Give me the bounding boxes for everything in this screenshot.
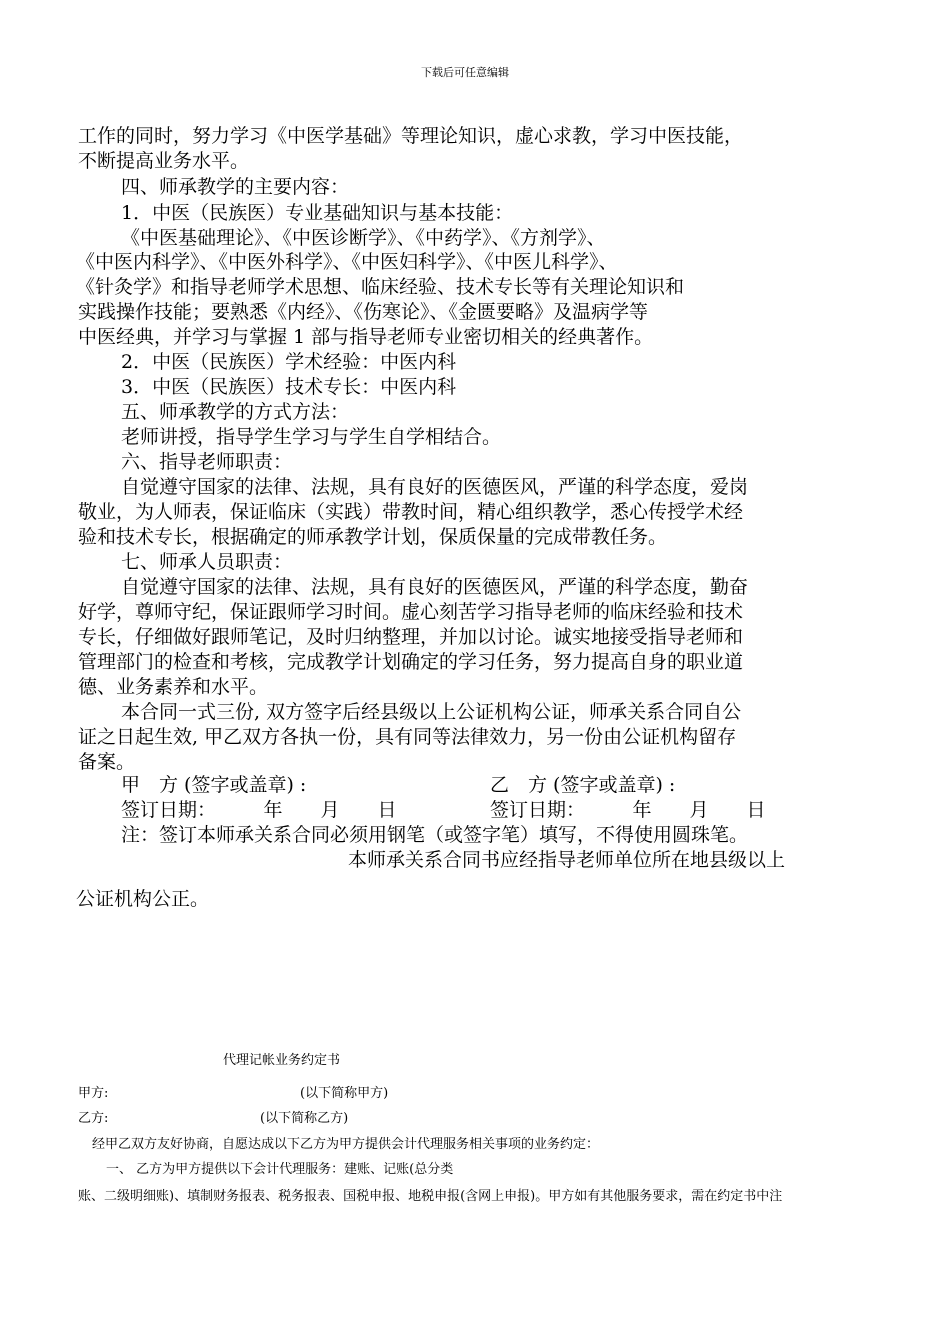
- body-line: 《针灸学》和指导老师学术思想、临床经验、技术专长等有关理论知识和: [76, 276, 685, 298]
- body-line: 验和技术专长，根据确定的师承教学计划，保质保量的完成带教任务。: [78, 526, 668, 548]
- body-line: 自觉遵守国家的法律、法规，具有良好的医德医风，严谨的科学态度，勤奋: [121, 576, 749, 598]
- body-line: 好学，尊师守纪，保证跟师学习时间。虚心刻苦学习指导老师的临床经验和技术: [78, 601, 744, 623]
- body-line: 老师讲授，指导学生学习与学生自学相结合。: [121, 426, 502, 448]
- party-a-signature: 甲 方 (签字或盖章) :: [121, 774, 307, 796]
- body-line: 管理部门的检查和考核，完成教学计划确定的学习任务，努力提高自身的职业道: [78, 651, 744, 673]
- party-b-note: (以下简称乙方): [260, 1111, 349, 1126]
- body-line: 备案。: [78, 751, 136, 773]
- body-line: 不断提高业务水平。: [78, 150, 250, 172]
- note-line: 公证机构公正。: [76, 888, 210, 910]
- section-heading: 四、师承教学的主要内容：: [121, 176, 350, 198]
- item-line: 一、 乙方为甲方提供以下会计代理服务：建账、记账(总分类: [106, 1162, 454, 1177]
- body-line: 工作的同时，努力学习《中医学基础》等理论知识，虚心求教，学习中医技能，: [78, 125, 744, 147]
- body-line: 自觉遵守国家的法律、法规，具有良好的医德医风，严谨的科学态度，爱岗: [121, 476, 749, 498]
- document-title: 代理记帐业务约定书: [223, 1053, 341, 1068]
- body-line: 《中医基础理论》、《中医诊断学》、《中药学》、《方剂学》、: [121, 227, 606, 249]
- body-line: 1．中医（民族医）专业基础知识与基本技能：: [121, 202, 514, 224]
- section-heading: 六、指导老师职责：: [121, 451, 293, 473]
- body-line: 《中医内科学》、《中医外科学》、《中医妇科学》、《中医儿科学》、: [76, 251, 618, 273]
- party-b-label: 乙方:: [78, 1111, 109, 1126]
- party-a-note: (以下简称甲方): [300, 1086, 389, 1101]
- body-line: 3．中医（民族医）技术专长：中医内科: [121, 376, 457, 398]
- body-line: 实践操作技能；要熟悉《内经》、《伤寒论》、《金匮要略》及温病学等: [78, 301, 649, 323]
- party-b-date: 签订日期： 年 月 日: [490, 799, 766, 821]
- body-line: 敬业，为人师表，保证临床（实践）带教时间，精心组织教学，悉心传授学术经: [78, 501, 744, 523]
- party-b-signature: 乙 方 (签字或盖章) :: [490, 774, 676, 796]
- page-header-note: 下载后可任意编辑: [421, 66, 509, 79]
- intro-paragraph: 经甲乙双方友好协商，自愿达成以下乙方为甲方提供会计代理服务相关事项的业务约定：: [92, 1137, 600, 1152]
- party-a-date: 签订日期： 年 月 日: [121, 799, 397, 821]
- body-line: 德、业务素养和水平。: [78, 676, 269, 698]
- body-line: 本合同一式三份, 双方签字后经县级以上公证机构公证，师承关系合同自公: [121, 701, 742, 723]
- note-line: 注：签订本师承关系合同必须用钢笔（或签字笔）填写，不得使用圆珠笔。: [121, 824, 749, 846]
- body-line: 中医经典，并学习与掌握 1 部与指导老师专业密切相关的经典著作。: [78, 326, 654, 348]
- section-heading: 七、师承人员职责：: [121, 551, 293, 573]
- item-line: 账、二级明细账)、填制财务报表、税务报表、国税申报、地税申报(含网上申报)。甲方如有其他服务要求，需在约定书中注: [78, 1189, 783, 1204]
- party-a-label: 甲方:: [78, 1086, 109, 1101]
- note-line: 本师承关系合同书应经指导老师单位所在地县级以上: [348, 849, 786, 871]
- body-line: 专长，仔细做好跟师笔记，及时归纳整理，并加以讨论。诚实地接受指导老师和: [78, 626, 744, 648]
- body-line: 2．中医（民族医）学术经验：中医内科: [121, 351, 457, 373]
- body-line: 证之日起生效, 甲乙双方各执一份，具有同等法律效力，另一份由公证机构留存: [78, 726, 737, 748]
- section-heading: 五、师承教学的方式方法：: [121, 401, 350, 423]
